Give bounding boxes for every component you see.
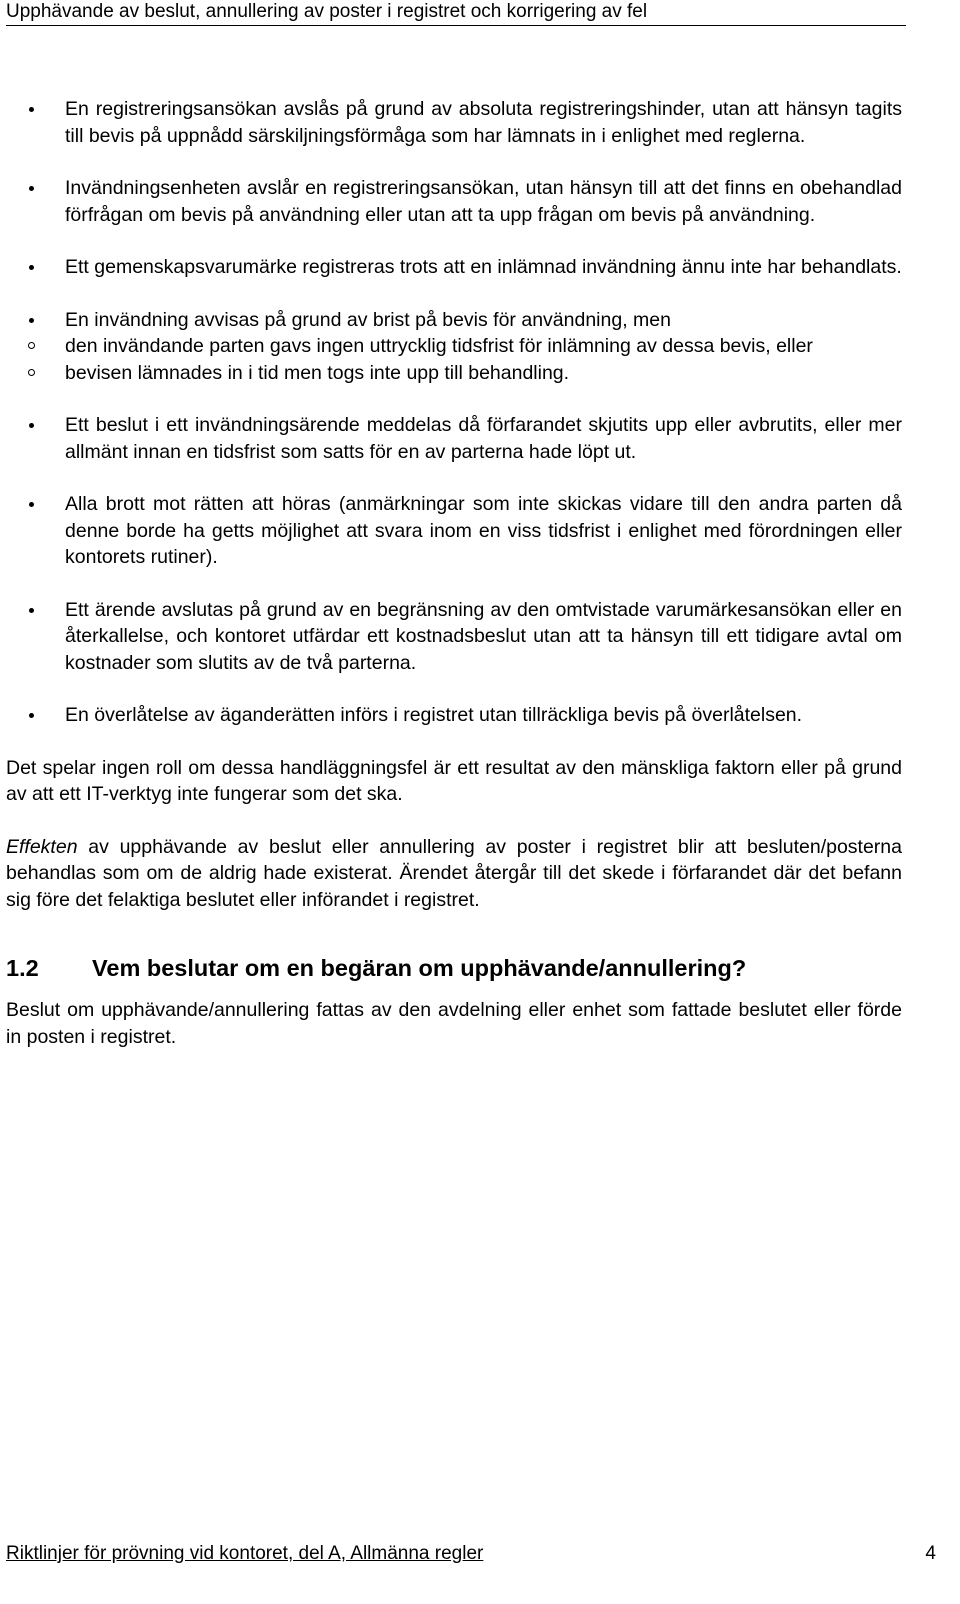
list-item-text: En registreringsansökan avslås på grund av absoluta registreringshinder, utan att hänsyn tagits till bevis på uppnådd särskiljningsförmåga som har lämnats in i enlighet med reglerna. — [65, 98, 902, 147]
page-number: 4 — [925, 1543, 936, 1564]
sub-list-item-text: den invändande parten gavs ingen uttrycklig tidsfrist för inlämning av dessa bevis, eller — [65, 335, 813, 357]
circle-bullet-icon — [28, 369, 35, 376]
section-number: 1.2 — [6, 955, 39, 981]
section-title: Vem beslutar om en begäran om upphävande/annullering? — [92, 955, 747, 981]
list-item — [6, 702, 902, 729]
bullet-icon — [29, 502, 34, 507]
sub-list-item — [6, 333, 902, 360]
paragraph — [6, 834, 902, 914]
page-footer — [6, 1542, 936, 1566]
list-item — [6, 412, 902, 465]
list-item-text: En invändning avvisas på grund av brist på bevis för användning, men — [65, 308, 671, 331]
sub-list-item — [6, 360, 902, 387]
bullet-icon — [29, 713, 34, 718]
section-heading — [6, 953, 902, 983]
list-item-text: Invändningsenheten avslår en registreringsansökan, utan hänsyn till att det finns en obehandlad förfrågan om bevis på användning eller utan att ta upp frågan om bevis på användning. — [65, 177, 902, 226]
bullet-icon — [29, 423, 34, 428]
sub-list — [6, 333, 902, 386]
list-item — [6, 491, 902, 571]
sub-list-item-text: bevisen lämnades in i tid men togs inte upp till behandling. — [65, 361, 570, 384]
list-item — [6, 175, 902, 228]
page-header — [6, 0, 906, 26]
footer-title: Riktlinjer för prövning vid kontoret, del A, Allmänna regler — [6, 1543, 484, 1564]
paragraph: Det spelar ingen roll om dessa handläggningsfel är ett resultat av den mänskliga faktorn eller på grund av att ett IT-verktyg inte fungerar som det ska. — [6, 756, 902, 805]
list-item — [6, 307, 902, 387]
bullet-icon — [29, 265, 34, 270]
bullet-icon — [29, 107, 34, 112]
list-item-text: En överlåtelse av äganderätten införs i registret utan tillräckliga bevis på överlåtelsen. — [65, 704, 803, 726]
bullet-icon — [29, 186, 34, 191]
list-item-text: Alla brott mot rätten att höras (anmärkningar som inte skickas vidare till den andra parten då denne borde ha getts möjlighet att svara inom en viss tidsfrist i enlighet med förordningen eller kontorets rutiner). — [65, 493, 902, 568]
list-item-text: Ett ärende avslutas på grund av en begränsning av den omtvistade varumärkesansökan eller en återkallelse, och kontoret utfärdar ett kostnadsbeslut utan att ta hänsyn till ett tidigare avtal om kostnader som slutits av de två parterna. — [65, 598, 902, 674]
document-body — [6, 96, 902, 1076]
list-item — [6, 254, 902, 281]
section-body: Beslut om upphävande/annullering fattas av den avdelning eller enhet som fattade beslutet eller förde in posten i registret. — [6, 999, 902, 1048]
list-item-text: Ett beslut i ett invändningsärende meddelas då förfarandet skjutits upp eller avbrutits, eller mer allmänt innan en tidsfrist som satts för en av parterna hade löpt ut. — [65, 414, 902, 463]
header-title: Upphävande av beslut, annullering av poster i registret och korrigering av fel — [6, 1, 648, 22]
bullet-list — [6, 96, 902, 729]
emphasis-text: Effekten — [6, 835, 78, 858]
list-item-text: Ett gemenskapsvarumärke registreras trots att en inlämnad invändning ännu inte har behandlats. — [65, 256, 902, 278]
list-item — [6, 597, 902, 677]
bullet-icon — [29, 608, 34, 613]
paragraph-text: av upphävande av beslut eller annullering av poster i registret blir att besluten/posterna behandlas som om de aldrig hade existerat. Ärendet återgår till det skede i förfarandet där det befann sig före det felaktiga beslutet eller införandet i registret. — [6, 835, 902, 911]
list-item — [6, 96, 902, 149]
bullet-icon — [29, 318, 34, 323]
circle-bullet-icon — [28, 342, 35, 349]
